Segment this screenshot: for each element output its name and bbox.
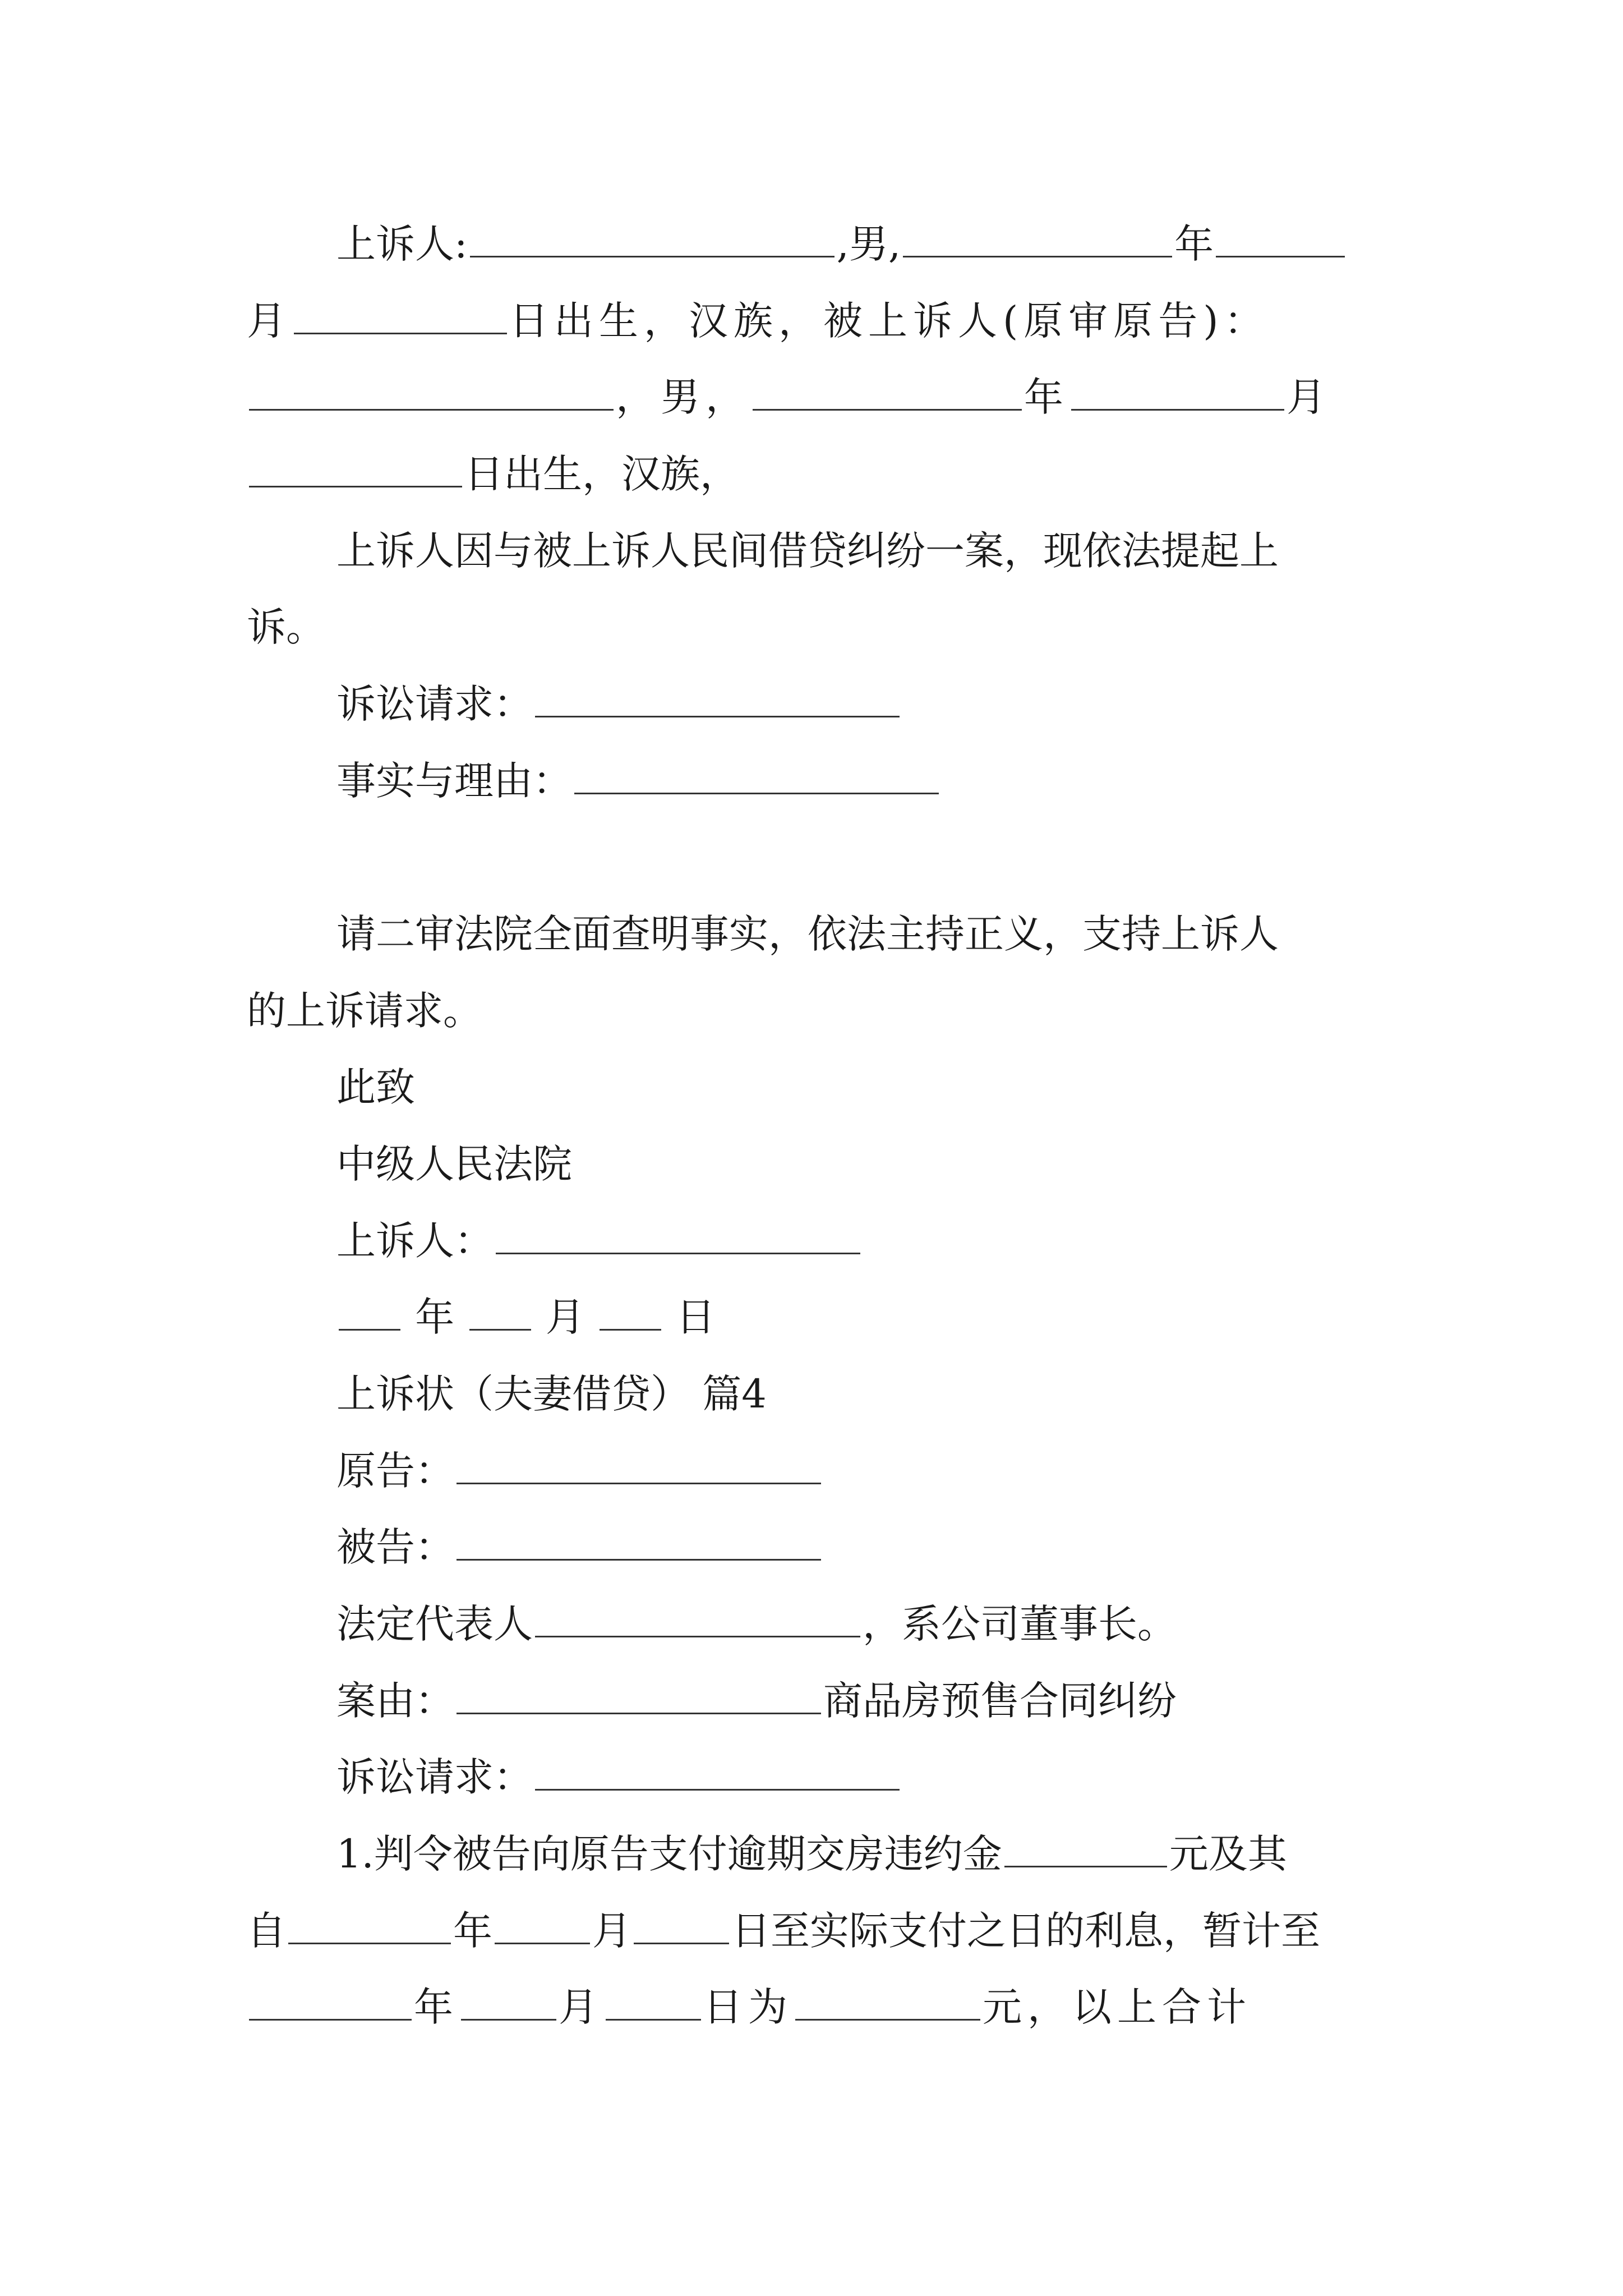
blank-month[interactable] — [1216, 217, 1345, 257]
label-date-day: 日 — [676, 1294, 716, 1340]
appellant-line-1 — [336, 216, 1347, 272]
label-signature-appellant: 上诉人： — [336, 1218, 494, 1264]
item-1-text: 1.判令被告向原告支付逾期交房违约金 — [336, 1831, 1002, 1877]
case-paragraph-line-2: 诉。 — [247, 604, 325, 650]
label-appellee-birth: 日出生，汉族， — [464, 451, 739, 497]
salutation: 此致 — [336, 1064, 415, 1110]
label-defendant: 被告： — [336, 1524, 454, 1570]
blank-until-year[interactable] — [249, 1980, 412, 2021]
blank-day[interactable] — [294, 293, 507, 334]
label-from: 自 — [247, 1908, 286, 1954]
blank-appellee-year[interactable] — [753, 370, 1022, 411]
claims-line-2 — [336, 1749, 902, 1805]
blank-claims[interactable] — [535, 677, 900, 717]
label-facts: 事实与理由： — [336, 758, 572, 804]
label-date-year: 年 — [415, 1294, 455, 1340]
blank-appellee-day[interactable] — [249, 447, 462, 487]
blank-until-month[interactable] — [461, 1980, 556, 2021]
label-from-year: 年 — [453, 1908, 492, 1954]
interest-text: 日至实际支付之日的利息，暂计至 — [731, 1908, 1320, 1954]
blank-name[interactable] — [470, 217, 834, 257]
label-claims: 诉讼请求： — [336, 681, 533, 727]
appellee-line-4 — [247, 446, 739, 502]
blank-claims-2[interactable] — [535, 1750, 900, 1791]
legal-rep-line — [336, 1596, 1177, 1652]
signature-line — [336, 1213, 863, 1269]
blank-from-day[interactable] — [634, 1903, 729, 1944]
item-1-line-2 — [247, 1903, 1320, 1959]
request-paragraph-line-1: 请二审法院全面查明事实，依法主持正义，支持上诉人 — [336, 911, 1279, 957]
label-appellee-year: 年 — [1024, 374, 1069, 420]
label-year: 年 — [1174, 221, 1214, 267]
blank-total-amount[interactable] — [795, 1980, 980, 2021]
item-1-line-1 — [336, 1826, 1287, 1882]
blank-year[interactable] — [903, 217, 1172, 257]
item-1-suffix: 元及其 — [1169, 1831, 1287, 1877]
label-legal-rep: 法定代表人 — [336, 1601, 533, 1647]
blank-defendant[interactable] — [457, 1520, 821, 1561]
section-title: 上诉状（夫妻借贷） 篇4 — [336, 1371, 767, 1417]
blank-from-month[interactable] — [495, 1903, 590, 1944]
label-appellant: 上诉人: — [336, 221, 468, 267]
label-date-month: 月 — [545, 1294, 585, 1340]
blank-until-day[interactable] — [606, 1980, 701, 2021]
total-text: 元，以上合计 — [983, 1984, 1252, 2030]
blank-legal-rep[interactable] — [535, 1596, 860, 1637]
label-until-month: 月 — [559, 1984, 603, 2030]
case-paragraph-line-1: 上诉人因与被上诉人民间借贷纠纷一案，现依法提起上 — [336, 528, 1279, 574]
label-gender: ,男, — [836, 221, 901, 267]
item-1-line-3 — [247, 1979, 1252, 2035]
blank-penalty-amount[interactable] — [1004, 1826, 1167, 1867]
label-appellee-month: 月 — [1287, 374, 1331, 420]
request-paragraph-line-2: 的上诉请求。 — [247, 988, 482, 1034]
label-month: 月 — [247, 298, 292, 344]
plaintiff-line — [336, 1443, 823, 1499]
label-plaintiff: 原告： — [336, 1448, 454, 1494]
blank-date-month[interactable] — [469, 1290, 531, 1331]
date-line — [336, 1289, 715, 1345]
blank-appellee-month[interactable] — [1071, 370, 1284, 411]
label-from-month: 月 — [592, 1908, 631, 1954]
appellant-line-2 — [247, 293, 1269, 349]
label-claims-2: 诉讼请求： — [336, 1754, 533, 1800]
blank-signature[interactable] — [496, 1213, 860, 1254]
appellee-line-3 — [247, 369, 1331, 425]
cause-text: 商品房预售合同纠纷 — [823, 1678, 1177, 1724]
label-until-year: 年 — [414, 1984, 459, 2030]
facts-line — [336, 753, 941, 809]
blank-from-year[interactable] — [288, 1903, 451, 1944]
blank-appellee-name[interactable] — [249, 370, 614, 411]
label-until-day: 日为 — [703, 1984, 793, 2030]
cause-line — [336, 1673, 1177, 1729]
blank-plaintiff[interactable] — [457, 1443, 821, 1484]
court-name: 中级人民法院 — [336, 1141, 572, 1187]
label-appellee-gender: ，男， — [616, 374, 750, 420]
label-chairman: ，系公司董事长。 — [863, 1601, 1177, 1647]
blank-date-day[interactable] — [600, 1290, 661, 1331]
claims-line — [336, 676, 902, 732]
label-appellee: 日出生，汉族，被上诉人(原审原告)： — [509, 298, 1269, 344]
label-cause: 案由： — [336, 1678, 454, 1724]
defendant-line — [336, 1519, 823, 1575]
blank-date-year[interactable] — [339, 1290, 400, 1331]
blank-facts[interactable] — [574, 753, 939, 794]
blank-cause[interactable] — [457, 1673, 821, 1714]
